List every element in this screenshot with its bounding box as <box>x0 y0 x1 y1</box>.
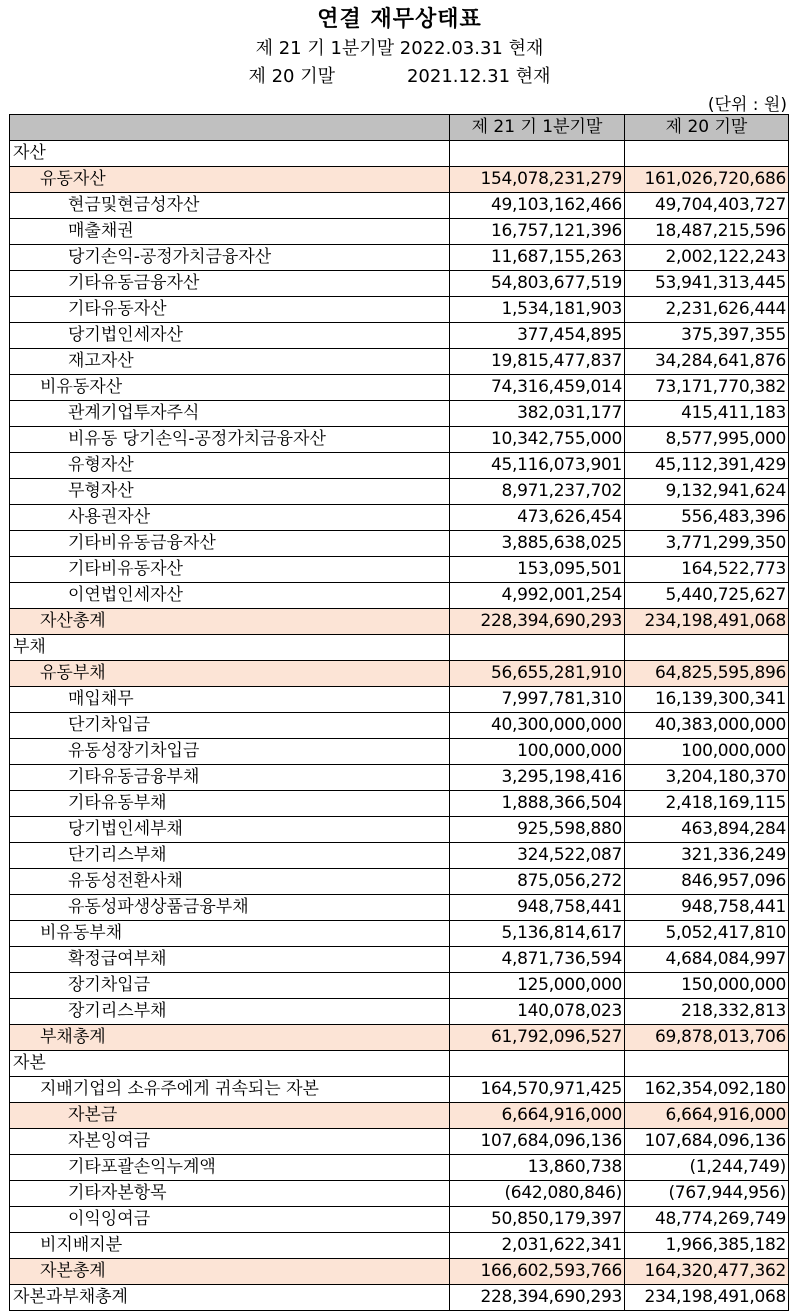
table-row <box>10 895 789 921</box>
prior-period-value: 45,112,391,429 <box>625 453 789 479</box>
current-period-value: 164,570,971,425 <box>450 1077 625 1103</box>
account-label: 비유동 당기손익-공정가치금융자산 <box>10 427 450 453</box>
account-label: 유동부채 <box>10 661 450 687</box>
current-period-value: 324,522,087 <box>450 843 625 869</box>
prior-period-value <box>625 635 789 661</box>
table-row <box>10 1207 789 1233</box>
unit-label: (단위 : 원) <box>707 95 787 115</box>
current-period-value: 925,598,880 <box>450 817 625 843</box>
account-label: 장기차입금 <box>10 973 450 999</box>
prior-period-value: 73,171,770,382 <box>625 375 789 401</box>
table-row <box>10 999 789 1025</box>
current-period-value: 228,394,690,293 <box>450 1285 625 1311</box>
account-label: 장기리스부채 <box>10 999 450 1025</box>
prior-period-value: 49,704,403,727 <box>625 193 789 219</box>
table-row <box>10 1103 789 1129</box>
account-label: 자본 <box>10 1051 450 1077</box>
account-label: 단기차입금 <box>10 713 450 739</box>
prior-period-value: 556,483,396 <box>625 505 789 531</box>
table-row <box>10 245 789 271</box>
table-row <box>10 1155 789 1181</box>
table-row <box>10 1077 789 1103</box>
prior-period-value: 463,894,284 <box>625 817 789 843</box>
current-period-value: 228,394,690,293 <box>450 609 625 635</box>
table-row <box>10 609 789 635</box>
prior-period-value: 4,684,084,997 <box>625 947 789 973</box>
current-period-value: 377,454,895 <box>450 323 625 349</box>
current-period-value <box>450 1051 625 1077</box>
account-label: 자본과부채총계 <box>10 1285 450 1311</box>
prior-period-value: 40,383,000,000 <box>625 713 789 739</box>
table-row <box>10 505 789 531</box>
account-label: 사용권자산 <box>10 505 450 531</box>
table-row <box>10 531 789 557</box>
prior-period-value <box>625 141 789 167</box>
account-label: 자산총계 <box>10 609 450 635</box>
table-row <box>10 375 789 401</box>
statement-title: 연결 재무상태표 <box>317 7 482 32</box>
current-period-value: 3,295,198,416 <box>450 765 625 791</box>
current-period-value: 8,971,237,702 <box>450 479 625 505</box>
account-label: 매출채권 <box>10 219 450 245</box>
prior-period-value: 2,231,626,444 <box>625 297 789 323</box>
current-period-value <box>450 635 625 661</box>
account-label: 당기법인세자산 <box>10 323 450 349</box>
prior-period-value: 164,320,477,362 <box>625 1259 789 1285</box>
prior-period-value: 234,198,491,068 <box>625 1285 789 1311</box>
account-label: 비유동자산 <box>10 375 450 401</box>
account-label: 비지배지분 <box>10 1233 450 1259</box>
current-period-value: 1,888,366,504 <box>450 791 625 817</box>
column-header-prior-period: 제 20 기말 <box>625 115 789 141</box>
prior-period-value: 34,284,641,876 <box>625 349 789 375</box>
table-row <box>10 297 789 323</box>
account-label: 유동성장기차입금 <box>10 739 450 765</box>
prior-period-value: 6,664,916,000 <box>625 1103 789 1129</box>
table-row <box>10 843 789 869</box>
current-period-value: 61,792,096,527 <box>450 1025 625 1051</box>
current-period-value: 382,031,177 <box>450 401 625 427</box>
table-row <box>10 453 789 479</box>
account-label: 자산 <box>10 141 450 167</box>
prior-period-value: 1,966,385,182 <box>625 1233 789 1259</box>
prior-period-value: (767,944,956) <box>625 1181 789 1207</box>
current-period-value: 5,136,814,617 <box>450 921 625 947</box>
current-period-value: 6,664,916,000 <box>450 1103 625 1129</box>
table-header-row <box>10 115 789 141</box>
table-row <box>10 583 789 609</box>
table-row <box>10 765 789 791</box>
account-label: 확정급여부채 <box>10 947 450 973</box>
current-period-value: 13,860,738 <box>450 1155 625 1181</box>
prior-period-value: 69,878,013,706 <box>625 1025 789 1051</box>
prior-period-value: 234,198,491,068 <box>625 609 789 635</box>
prior-period-value: 3,771,299,350 <box>625 531 789 557</box>
table-row <box>10 791 789 817</box>
prior-period-value: 375,397,355 <box>625 323 789 349</box>
prior-period-value: 415,411,183 <box>625 401 789 427</box>
account-label: 기타비유동금융자산 <box>10 531 450 557</box>
prior-period-subtitle <box>0 62 799 88</box>
prior-period-value: 948,758,441 <box>625 895 789 921</box>
current-period-value: 153,095,501 <box>450 557 625 583</box>
prior-period-value: 2,418,169,115 <box>625 791 789 817</box>
balance-sheet-table <box>9 114 789 1311</box>
current-period-value: 140,078,023 <box>450 999 625 1025</box>
table-row <box>10 1259 789 1285</box>
account-label: 관계기업투자주식 <box>10 401 450 427</box>
account-label: 이익잉여금 <box>10 1207 450 1233</box>
current-period-value: 875,056,272 <box>450 869 625 895</box>
account-label: 기타유동부채 <box>10 791 450 817</box>
account-label: 유동자산 <box>10 167 450 193</box>
table-row <box>10 739 789 765</box>
account-label: 부채 <box>10 635 450 661</box>
current-period-value: 107,684,096,136 <box>450 1129 625 1155</box>
prior-period-value <box>625 1051 789 1077</box>
account-label: 자본잉여금 <box>10 1129 450 1155</box>
current-period-value: 54,803,677,519 <box>450 271 625 297</box>
current-period-value: 4,871,736,594 <box>450 947 625 973</box>
prior-period-value: 5,440,725,627 <box>625 583 789 609</box>
account-label: 지배기업의 소유주에게 귀속되는 자본 <box>10 1077 450 1103</box>
prior-period-value: 8,577,995,000 <box>625 427 789 453</box>
table-row <box>10 817 789 843</box>
current-period-value: 473,626,454 <box>450 505 625 531</box>
table-body <box>10 141 789 1311</box>
account-label: 당기법인세부채 <box>10 817 450 843</box>
table-row <box>10 193 789 219</box>
current-period-value: 948,758,441 <box>450 895 625 921</box>
account-label: 당기손익-공정가치금융자산 <box>10 245 450 271</box>
prior-period-date: 2021.12.31 현재 <box>406 66 551 87</box>
column-header-account <box>10 115 450 141</box>
table-row <box>10 947 789 973</box>
account-label: 현금및현금성자산 <box>10 193 450 219</box>
account-label: 재고자산 <box>10 349 450 375</box>
table-row <box>10 1285 789 1311</box>
table-row <box>10 973 789 999</box>
current-period-value: 50,850,179,397 <box>450 1207 625 1233</box>
current-period-subtitle: 제 21 기 1분기말 2022.03.31 현재 <box>255 38 544 59</box>
prior-period-value: 846,957,096 <box>625 869 789 895</box>
account-label: 부채총계 <box>10 1025 450 1051</box>
current-period-value: 125,000,000 <box>450 973 625 999</box>
current-period-value: 56,655,281,910 <box>450 661 625 687</box>
prior-period-value: 164,522,773 <box>625 557 789 583</box>
account-label: 자본총계 <box>10 1259 450 1285</box>
prior-period-value: 48,774,269,749 <box>625 1207 789 1233</box>
current-period-value: 166,602,593,766 <box>450 1259 625 1285</box>
current-period-value <box>450 141 625 167</box>
account-label: 기타포괄손익누계액 <box>10 1155 450 1181</box>
table-row <box>10 869 789 895</box>
table-row <box>10 141 789 167</box>
prior-period-value: 3,204,180,370 <box>625 765 789 791</box>
current-period-value: 4,992,001,254 <box>450 583 625 609</box>
current-period-value: 10,342,755,000 <box>450 427 625 453</box>
account-label: 이연법인세자산 <box>10 583 450 609</box>
account-label: 자본금 <box>10 1103 450 1129</box>
table-row <box>10 1025 789 1051</box>
account-label: 유동성파생상품금융부채 <box>10 895 450 921</box>
prior-period-value: 2,002,122,243 <box>625 245 789 271</box>
table-row <box>10 271 789 297</box>
table-row <box>10 635 789 661</box>
current-period-value: 40,300,000,000 <box>450 713 625 739</box>
account-label: 무형자산 <box>10 479 450 505</box>
prior-period-value: 161,026,720,686 <box>625 167 789 193</box>
table-row <box>10 401 789 427</box>
prior-period-value: (1,244,749) <box>625 1155 789 1181</box>
account-label: 기타비유동자산 <box>10 557 450 583</box>
table-row <box>10 713 789 739</box>
current-period-value: 1,534,181,903 <box>450 297 625 323</box>
prior-period-value: 16,139,300,341 <box>625 687 789 713</box>
account-label: 기타유동자산 <box>10 297 450 323</box>
prior-period-value: 18,487,215,596 <box>625 219 789 245</box>
table-row <box>10 1181 789 1207</box>
current-period-value: (642,080,846) <box>450 1181 625 1207</box>
table-row <box>10 349 789 375</box>
table-row <box>10 921 789 947</box>
current-period-value: 19,815,477,837 <box>450 349 625 375</box>
account-label: 기타유동금융자산 <box>10 271 450 297</box>
table-row <box>10 167 789 193</box>
current-period-value: 7,997,781,310 <box>450 687 625 713</box>
prior-period-value: 100,000,000 <box>625 739 789 765</box>
current-period-value: 3,885,638,025 <box>450 531 625 557</box>
prior-period-value: 107,684,096,136 <box>625 1129 789 1155</box>
current-period-value: 11,687,155,263 <box>450 245 625 271</box>
table-row <box>10 1233 789 1259</box>
table-row <box>10 427 789 453</box>
table-row <box>10 219 789 245</box>
table-row <box>10 1051 789 1077</box>
account-label: 기타자본항목 <box>10 1181 450 1207</box>
prior-period-value: 162,354,092,180 <box>625 1077 789 1103</box>
prior-period-value: 150,000,000 <box>625 973 789 999</box>
prior-period-value: 218,332,813 <box>625 999 789 1025</box>
prior-period-value: 321,336,249 <box>625 843 789 869</box>
current-period-value: 49,103,162,466 <box>450 193 625 219</box>
current-period-value: 154,078,231,279 <box>450 167 625 193</box>
prior-period-label: 제 20 기말 <box>248 66 335 87</box>
column-header-current-period: 제 21 기 1분기말 <box>450 115 625 141</box>
prior-period-value: 9,132,941,624 <box>625 479 789 505</box>
current-period-value: 100,000,000 <box>450 739 625 765</box>
account-label: 유동성전환사채 <box>10 869 450 895</box>
account-label: 유형자산 <box>10 453 450 479</box>
prior-period-value: 53,941,313,445 <box>625 271 789 297</box>
table-row <box>10 479 789 505</box>
account-label: 기타유동금융부채 <box>10 765 450 791</box>
table-row <box>10 687 789 713</box>
current-period-value: 16,757,121,396 <box>450 219 625 245</box>
table-row <box>10 323 789 349</box>
account-label: 비유동부채 <box>10 921 450 947</box>
account-label: 단기리스부채 <box>10 843 450 869</box>
current-period-value: 45,116,073,901 <box>450 453 625 479</box>
account-label: 매입채무 <box>10 687 450 713</box>
table-row <box>10 557 789 583</box>
table-row <box>10 661 789 687</box>
table-row <box>10 1129 789 1155</box>
prior-period-value: 5,052,417,810 <box>625 921 789 947</box>
prior-period-value: 64,825,595,896 <box>625 661 789 687</box>
current-period-value: 2,031,622,341 <box>450 1233 625 1259</box>
current-period-value: 74,316,459,014 <box>450 375 625 401</box>
